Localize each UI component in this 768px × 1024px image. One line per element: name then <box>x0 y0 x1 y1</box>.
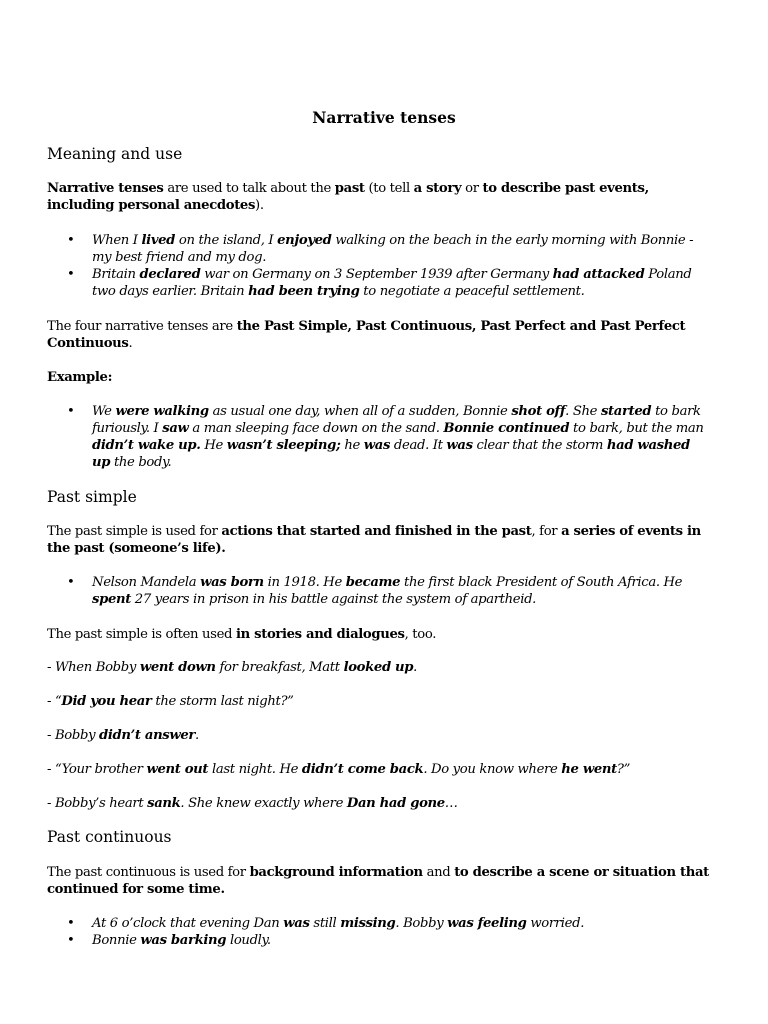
bullet-item <box>47 915 711 932</box>
text-run: clear that the storm <box>472 438 607 453</box>
text-run: walking on the beach in the early morning with Bonnie - my best friend and my dog. <box>92 233 694 265</box>
text-run: When Bobby <box>54 660 140 675</box>
bold-run: declared <box>139 267 201 282</box>
bold-run: had been trying <box>248 284 360 299</box>
text-run: The past continuous is used for <box>47 865 250 880</box>
text-run: The past simple is used for <box>47 524 222 539</box>
bullet-dot-icon: • <box>67 916 75 931</box>
text-run: . She <box>565 404 601 419</box>
dialogue-line-3 <box>47 727 711 744</box>
text-run: Bobby’s heart <box>54 796 148 811</box>
text-run: We <box>92 404 116 419</box>
text-run: to negotiate a peaceful settlement. <box>359 284 585 299</box>
bold-run: the Past Simple, Past Continuous, Past Perfect and Past Perfect Continuous <box>47 319 686 351</box>
bold-run: actions that started and finished in the past <box>221 524 532 539</box>
text-run: Poland two days earlier. Britain <box>92 267 692 299</box>
text-run: . <box>128 336 133 351</box>
text-run: . <box>195 728 199 743</box>
bold-run: wasn’t sleeping; <box>226 438 341 453</box>
text-run: as usual one day, when all of a sudden, Bonnie <box>208 404 512 419</box>
bold-run: missing <box>340 916 396 931</box>
text-run: . She knew exactly where <box>180 796 347 811</box>
text-run: a man sleeping face down on the sand. <box>188 421 444 436</box>
text-run: he <box>340 438 364 453</box>
text-run: last night. He <box>208 762 302 777</box>
bold-run: didn’t wake up. <box>92 438 201 453</box>
bullet-dot-icon: • <box>67 233 75 248</box>
text-run: and <box>422 865 455 880</box>
meaning-intro-paragraph <box>47 180 711 214</box>
bold-run: Narrative tenses <box>47 181 164 196</box>
text-run: When I <box>92 233 142 248</box>
dialogue-line-1 <box>47 659 711 676</box>
bold-run: sank <box>147 796 181 811</box>
bold-run: to describe a scene or situation that continued for some time. <box>47 865 709 897</box>
example-label <box>47 369 711 386</box>
bold-run: looked up <box>343 660 414 675</box>
text-run: “ <box>54 694 62 709</box>
text-run: Bonnie <box>92 933 141 948</box>
text-run: . <box>413 660 418 675</box>
meaning-bullet-list <box>47 232 711 300</box>
example-bullet-list <box>47 403 711 471</box>
text-run: , too. <box>404 627 437 642</box>
text-run: or <box>461 181 483 196</box>
bold-run: lived <box>141 233 176 248</box>
text-run: - <box>47 694 55 709</box>
text-run: At 6 o’clock that evening Dan <box>92 916 284 931</box>
text-run: - <box>47 762 55 777</box>
bold-run: was born <box>200 575 264 590</box>
text-run: for breakfast, Matt <box>215 660 344 675</box>
text-run: . Bobby <box>395 916 448 931</box>
text-run: 27 years in prison in his battle against the system of apartheid. <box>130 592 537 607</box>
text-run: are used to talk about the <box>163 181 335 196</box>
bold-run: a story <box>413 181 462 196</box>
bold-run: Dan had gone <box>346 796 445 811</box>
text-run: Nelson Mandela <box>92 575 201 590</box>
bold-run: Bonnie continued <box>443 421 570 436</box>
bullet-item <box>47 403 711 471</box>
bold-run: enjoyed <box>277 233 332 248</box>
text-run: the storm last night?” <box>151 694 294 709</box>
past-continuous-intro-paragraph <box>47 864 711 898</box>
text-run: Britain <box>92 267 140 282</box>
bold-run: saw <box>162 421 189 436</box>
bold-run: had washed up <box>92 438 690 470</box>
text-run: The four narrative tenses are <box>47 319 237 334</box>
heading-meaning-and-use: Meaning and use <box>47 145 183 163</box>
bullet-item <box>47 574 711 608</box>
text-run: to bark furiously. I <box>92 404 701 436</box>
text-run: still <box>309 916 341 931</box>
text-run: worried. <box>526 916 585 931</box>
bullet-item <box>47 932 711 949</box>
four-tenses-paragraph <box>47 318 711 352</box>
dialogue-line-2 <box>47 693 711 710</box>
bold-run: went out <box>146 762 209 777</box>
text-run: ?” <box>616 762 630 777</box>
text-run: … <box>444 796 458 811</box>
bullet-dot-icon: • <box>67 575 75 590</box>
text-run: He <box>200 438 227 453</box>
text-run: to bark, but the man <box>569 421 704 436</box>
document-title: Narrative tenses <box>312 108 456 127</box>
text-run: on the island, I <box>175 233 278 248</box>
text-run: dead. It <box>390 438 447 453</box>
text-run: in 1918. He <box>263 575 346 590</box>
text-run: ). <box>255 198 264 213</box>
bold-run: had attacked <box>552 267 645 282</box>
text-run: the body. <box>110 455 172 470</box>
bold-run: was <box>446 438 473 453</box>
example-label-text: Example: <box>47 370 113 385</box>
bullet-item <box>47 232 711 266</box>
bold-run: didn’t answer <box>99 728 196 743</box>
text-run: - <box>47 796 55 811</box>
text-run: (to tell <box>364 181 414 196</box>
bold-run: past <box>334 181 365 196</box>
bold-run: was <box>283 916 310 931</box>
past-simple-intro-paragraph <box>47 523 711 557</box>
bold-run: was barking <box>140 933 227 948</box>
dialogue-line-4 <box>47 761 711 778</box>
bold-run: in stories and dialogues <box>235 627 405 642</box>
bold-run: was <box>363 438 391 453</box>
bullet-item <box>47 266 711 300</box>
bold-run: Did you hear <box>61 694 152 709</box>
past-simple-often-paragraph <box>47 626 711 643</box>
heading-past-continuous: Past continuous <box>47 828 172 846</box>
text-run: the first black President of South Africa. He <box>400 575 683 590</box>
text-run: . Do you know where <box>423 762 562 777</box>
bullet-dot-icon: • <box>67 267 75 282</box>
text-run: Bobby <box>54 728 100 743</box>
bold-run: were walking <box>115 404 209 419</box>
text-run: - <box>47 660 55 675</box>
bold-run: he went <box>561 762 617 777</box>
bold-run: became <box>345 575 401 590</box>
past-simple-bullet-list <box>47 574 711 608</box>
bold-run: background information <box>249 865 423 880</box>
text-run: “Your brother <box>54 762 147 777</box>
text-run: - <box>47 728 55 743</box>
text-run: The past simple is often used <box>47 627 236 642</box>
bold-run: shot off <box>511 404 566 419</box>
text-run: war on Germany on 3 September 1939 after Germany <box>200 267 553 282</box>
bold-run: went down <box>139 660 216 675</box>
bullet-dot-icon: • <box>67 404 75 419</box>
text-run: , for <box>531 524 562 539</box>
past-continuous-bullet-list <box>47 915 711 949</box>
bold-run: didn’t come back <box>301 762 424 777</box>
heading-past-simple: Past simple <box>47 488 137 506</box>
bold-run: to describe past events, including personal anecdotes <box>47 181 649 213</box>
bullet-dot-icon: • <box>67 933 75 948</box>
bold-run: was feeling <box>447 916 527 931</box>
dialogue-line-5 <box>47 795 711 812</box>
bold-run: a series of events in the past (someone’s life). <box>47 524 701 556</box>
bold-run: started <box>600 404 652 419</box>
text-run: loudly. <box>226 933 271 948</box>
bold-run: spent <box>92 592 131 607</box>
